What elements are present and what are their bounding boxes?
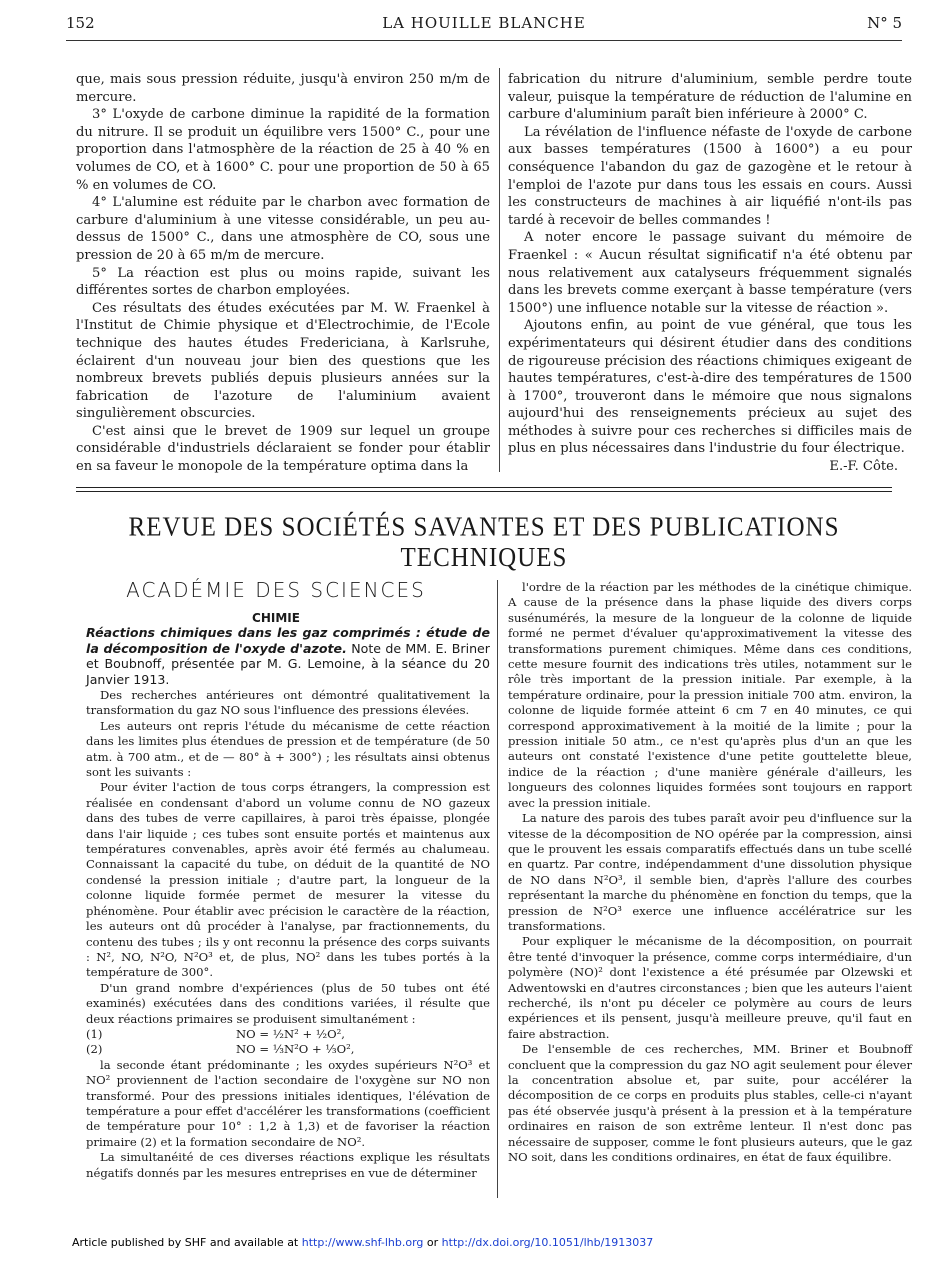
paragraph: fabrication du nitrure d'aluminium, semble perdre toute valeur, puisque la température de réduction de l'alumine en carbure d'aluminium paraît bien inférieure à 2000° C.: [508, 72, 912, 123]
top-right-column: [508, 71, 912, 476]
paragraph: A noter encore le passage suivant du mémoire de Fraenkel : « Aucun résultat significatif n'a été obtenu par nous relativement aux catalyseurs fréquemment signalés dans les brevets comme exerçant à basse température (vers 1500°) une influence notable sur la vitesse de réaction ».: [508, 230, 912, 316]
article-heading: [86, 625, 490, 687]
paragraph: De l'ensemble de ces recherches, MM. Briner et Boubnoff concluent que la compression du gaz NO agit seulement pour élever la concentration absolue et, par suite, pour accélérer la décomposition de ce corps en produits plus stables, celle-ci n'ayant pas été observée jusqu'à présent à la pression et à la température ordinaires en raison de son extrême lenteur. Il n'est donc pas nécessaire de supposer, comme le font plusieurs auteurs, que le gaz NO soit, dans les conditions ordinaires, en état de faux équilibre.: [508, 1042, 912, 1165]
footer-text-mid: or: [423, 1236, 442, 1249]
doi-link[interactable]: http://dx.doi.org/10.1051/lhb/1913037: [441, 1236, 654, 1249]
paragraph: La révélation de l'influence néfaste de l'oxyde de carbone aux basses températures (1500 à 1600°) a eu pour conséquence l'abandon du gaz de gazogène et le retour à l'emploi de l'azote pur dans tous les essais en cours. Aussi les constructeurs de machines à air liquéfié n'ont-ils pas tardé à recevoir de belles commandes !: [508, 124, 912, 228]
journal-title: LA HOUILLE BLANCHE: [382, 14, 586, 32]
paragraph: Ces résultats des études exécutées par M. W. Fraenkel à l'Institut de Chimie physique et d'Electrochimie, de l'Ecole technique des hautes études Fredericiana, à Karlsruhe, éclairent d'un nouveau jour bien des questions que les nombreux brevets publiés depuis plusieurs années sur la fabrication de l'azoture de l'aluminium avaient singulièrement obscurcies.: [76, 300, 490, 422]
issue-number: N° 5: [867, 14, 902, 32]
page-number: 152: [66, 14, 95, 32]
equation-row: [86, 1042, 490, 1057]
column-separator: [499, 68, 500, 472]
paragraph: 3° L'oxyde de carbone diminue la rapidité de la formation du nitrure. Il se produit un équilibre vers 1500° C., pour une proportion dans l'atmosphère de la réaction de 25 à 40 % en volumes de CO, et à 1600° C. pour une proportion de 50 à 65 % en volumes de CO.: [76, 107, 490, 193]
header-rule: [66, 40, 902, 41]
paragraph: Pour éviter l'action de tous corps étrangers, la compression est réalisée en condensant d'abord un volume connu de NO gazeux dans des tubes de verre capillaires, à paroi très épaisse, plongée dans l'air liquide ; ces tubes sont ensuite portés et maintenus aux températures convenables, après avoir été fermés au chalumeau. Connaissant la capacité du tube, on déduit de la quantité de NO condensé la pression initiale ; d'autre part, la longueur de la colonne liquide formée permet de mesurer la vitesse du phénomène. Pour établir avec précision le caractère de la réaction, les auteurs ont dû procéder à l'analyse, par fractionnements, du contenu des tubes ; ils y ont reconnu la présence des corps suivants : N², NO, N²O, N²O³ et, de plus, NO² dans les tubes portés à la température de 300°.: [86, 780, 490, 980]
paragraph: C'est ainsi que le brevet de 1909 sur lequel un groupe considérable d'industriels déclaraient se fonder pour établir en sa faveur le monopole de la température optima dans la: [76, 423, 490, 475]
paragraph: Des recherches antérieures ont démontré qualitativement la transformation du gaz NO sous l'influence des pressions élevées.: [86, 688, 490, 718]
paragraph: que, mais sous pression réduite, jusqu'à environ 250 m/m de mercure.: [76, 72, 490, 105]
equation-number: (1): [86, 1026, 103, 1041]
paragraph: Pour expliquer le mécanisme de la décomposition, on pourrait être tenté d'invoquer la présence, comme corps intermédiaire, d'un polymère (NO)² dont l'existence a été présumée par Olzewski et Adwentowski en d'autres circonstances ; bien que les auteurs l'aient recherché, ils n'ont pu déceler ce polymère au cours de leurs expériences et ils pensent, jusqu'à meilleure preuve, qu'il faut en faire abstraction.: [508, 934, 912, 1041]
column-separator: [497, 580, 498, 1198]
academie-heading: ACADÉMIE DES SCIENCES: [126, 578, 426, 602]
chimie-subheading: CHIMIE: [252, 611, 300, 625]
footer-citation: [72, 1236, 653, 1249]
paragraph: 5° La réaction est plus ou moins rapide, suivant les différentes sortes de charbon employées.: [76, 265, 490, 299]
paragraph: La nature des parois des tubes paraît avoir peu d'influence sur la vitesse de la décomposition de NO opérée par la compression, ainsi que le prouvent les essais comparatifs effectués dans un tube scellé en quartz. Par contre, indépendamment d'une dissolution physique de NO dans N²O³, il semble bien, d'après l'allure des courbes représentant la marche du phénomène en fonction du temps, que la pression de N²O³ exerce une influence accélératrice sur les transformations.: [508, 811, 912, 933]
equation-row: [86, 1027, 490, 1042]
paragraph: 4° L'alumine est réduite par le charbon avec formation de carbure d'aluminium à une vitesse considérable, un peu au-dessus de 1500° C., dans une atmosphère de CO, sous une pression de 20 à 65 m/m de mercure.: [76, 195, 490, 263]
paragraph: La simultanéité de ces diverses réactions explique les résultats négatifs donnés par les mesures entreprises en vue de déterminer: [86, 1150, 490, 1180]
paragraph: la seconde étant prédominante ; les oxydes supérieurs N²O³ et NO² proviennent de l'action secondaire de l'oxygène sur NO non transformé. Pour des pressions initiales identiques, l'élévation de température a pour effet d'accélérer les transformations (coefficient de température pour 10° : 1,2 à 1,3) et de favoriser la réaction primaire (2) et la formation secondaire de NO².: [86, 1057, 490, 1149]
author-signature: E.-F. Côte.: [829, 459, 898, 475]
paragraph: l'ordre de la réaction par les méthodes de la cinétique chimique. A cause de la présence dans la phase liquide des divers corps susénumérés, la mesure de la longueur de la colonne de liquide formé ne permet d'évaluer qu'approximativement la vitesse des transformations purement chimiques. Même dans ces conditions, cette mesure fournit des indications très utiles, notamment sur le rôle très important de la pression initiale. Par exemple, à la température ordinaire, pour la pression initiale 700 atm. environ, la colonne de liquide formée atteint 6 cm 7 en 40 minutes, ce qui correspond approximativement à la moitié de la limite ; pour la pression initiale 50 atm., ce n'est qu'après plus d'un an que les auteurs ont constaté l'existence d'une petite gouttelette bleue, indice de la réaction ; d'une manière générale d'ailleurs, les longueurs des colonnes liquides formées sont toujours en rapport avec la pression initiale.: [508, 580, 912, 810]
article-byline: Note de MM. E. Briner et Boubnoff, présentée par M. G. Lemoine, à la séance du 20 Janvier 1913.: [86, 640, 490, 687]
paragraph: Les auteurs ont repris l'étude du mécanisme de cette réaction dans les limites plus étendues de pression et de température (de 50 atm. à 700 atm., et de — 80° à + 300°) ; les résultats ainsi obtenus sont les suivants :: [86, 718, 490, 780]
section-double-rule: [76, 487, 892, 492]
bottom-left-column: [86, 688, 490, 1181]
section-title: REVUE DES SOCIÉTÉS SAVANTES ET DES PUBLICATIONS TECHNIQUES: [128, 512, 840, 573]
bottom-right-column: [508, 580, 912, 1165]
article-title: Réactions chimiques dans les gaz comprimés : étude de la décomposition de l'oxyde d'azote.: [86, 625, 490, 656]
equation-number: (2): [86, 1042, 103, 1057]
equation: NO = ⅓N²O + ⅓O²,: [236, 1042, 355, 1057]
shf-link[interactable]: http://www.shf-lhb.org: [301, 1236, 424, 1249]
footer-text: Article published by SHF and available at: [72, 1236, 302, 1249]
equation: NO = ½N² + ½O²,: [236, 1026, 345, 1041]
paragraph: Ajoutons enfin, au point de vue général, que tous les expérimentateurs qui désirent étudier dans des conditions de rigoureuse précision des réactions chimiques exigeant de hautes températures, c'est-à-dire des températures de 1500 à 1700°, trouveront dans le mémoire que nous signalons aujourd'hui des renseignements précieux au sujet des méthodes à suivre pour ces recherches si difficiles mais de plus en plus nécessaires dans l'industrie du four électrique.: [508, 318, 912, 457]
paragraph: D'un grand nombre d'expériences (plus de 50 tubes ont été examinés) exécutées dans des conditions variées, il résulte que deux réactions primaires se produisent simultanément :: [86, 980, 490, 1026]
top-left-column: [76, 71, 490, 476]
